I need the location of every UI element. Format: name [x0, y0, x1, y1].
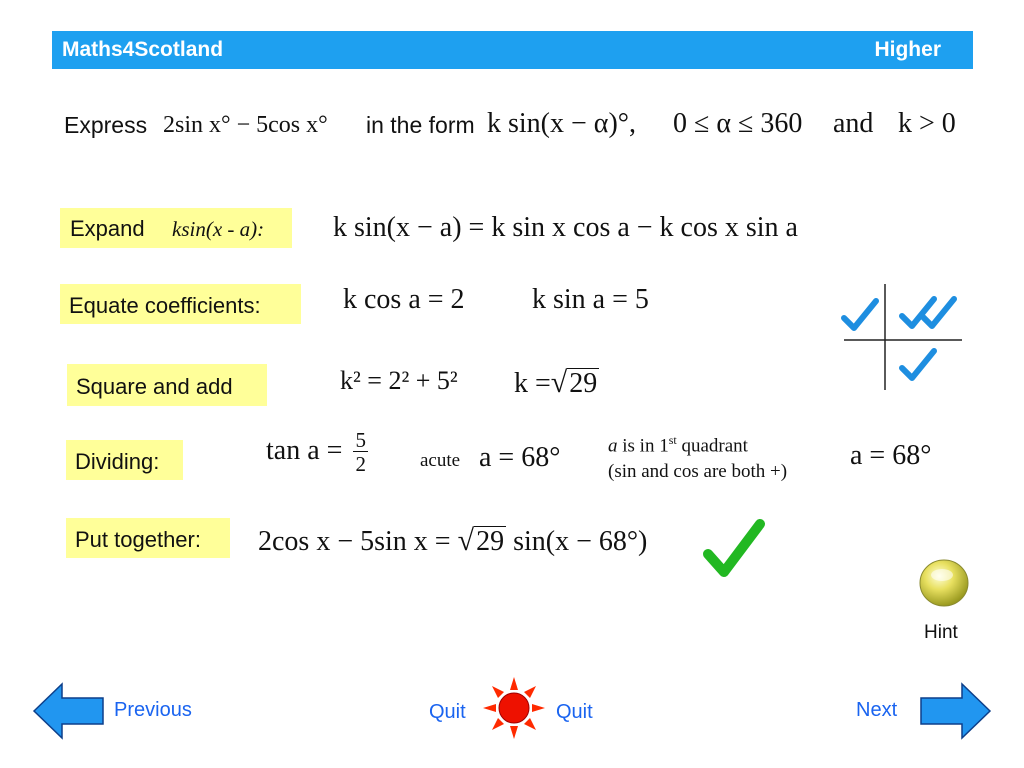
- and-text: and: [833, 108, 874, 139]
- dividing-label: Dividing:: [75, 449, 160, 474]
- check-icon: [840, 296, 880, 336]
- note-text: is in 1: [617, 435, 669, 457]
- tan-fraction: [353, 430, 368, 475]
- fraction-numerator: 5: [355, 428, 366, 452]
- quadrant-note-line2: (sin and cos are both +): [608, 461, 788, 482]
- in-form-label: in the form: [366, 112, 475, 138]
- tan-equation: [266, 430, 368, 475]
- express-label: Express: [64, 112, 148, 138]
- note-a: a: [608, 435, 618, 457]
- quadrant-note-line1: [608, 433, 748, 457]
- target-form: k sin(x − α)°,: [487, 108, 636, 139]
- equate-sin: k sin a = 5: [532, 284, 649, 315]
- quit-link-left[interactable]: Quit: [429, 701, 466, 723]
- square-label-box: [67, 364, 267, 406]
- k-equals: k =: [514, 368, 551, 399]
- expand-label-math: ksin(x - a):: [172, 217, 265, 241]
- note-quadrant: quadrant: [676, 435, 748, 457]
- final-equation: 2cos x − 5sin x = √29 sin(x − 68°): [258, 524, 648, 557]
- check-icon: [700, 516, 766, 582]
- previous-arrow-icon[interactable]: [32, 682, 106, 740]
- square-label: Square and add: [76, 374, 233, 399]
- equate-label: Equate coefficients:: [69, 293, 261, 318]
- title-bar: [52, 31, 973, 69]
- acute-value: a = 68°: [479, 442, 561, 473]
- k-radicand: 29: [569, 368, 598, 399]
- check-icon: [898, 346, 938, 386]
- note-sup: st: [668, 433, 677, 447]
- tan-lhs: tan a =: [266, 434, 343, 466]
- next-arrow-icon[interactable]: [918, 682, 992, 740]
- hint-orb-icon: [916, 556, 972, 612]
- alpha-range: 0 ≤ α ≤ 360: [673, 108, 803, 139]
- expand-label: Expand: [70, 216, 145, 241]
- together-label-box: [66, 518, 230, 558]
- quit-sun-icon[interactable]: [482, 676, 546, 740]
- equate-label-box: [60, 284, 301, 324]
- problem-expression: 2sin x° − 5cos x°: [163, 112, 328, 138]
- square-equation: k² = 2² + 5²: [340, 366, 458, 395]
- together-label: Put together:: [75, 527, 201, 552]
- k-condition: k > 0: [898, 108, 956, 139]
- hint-button[interactable]: [916, 556, 972, 612]
- site-title: Maths4Scotland: [62, 38, 224, 61]
- level-title: Higher: [874, 38, 941, 61]
- quit-link-right[interactable]: Quit: [556, 701, 593, 723]
- final-lhs: 2cos x − 5sin x =: [258, 526, 451, 557]
- k-equation: k =√29: [514, 366, 598, 399]
- alpha-result: a = 68°: [850, 440, 932, 471]
- expand-label-box: [60, 208, 292, 248]
- next-link[interactable]: Next: [856, 699, 898, 721]
- fraction-denominator: 2: [355, 452, 366, 476]
- acute-label: acute: [420, 450, 461, 471]
- final-rhs: sin(x − 68°): [513, 526, 648, 557]
- dividing-label-box: [66, 440, 183, 480]
- final-radicand: 29: [476, 526, 505, 557]
- hint-label: Hint: [924, 622, 958, 643]
- previous-link[interactable]: Previous: [114, 699, 192, 721]
- equate-cos: k cos a = 2: [343, 284, 465, 315]
- check-icon: [918, 294, 958, 334]
- expand-equation: k sin(x − a) = k sin x cos a − k cos x sin a: [333, 212, 798, 243]
